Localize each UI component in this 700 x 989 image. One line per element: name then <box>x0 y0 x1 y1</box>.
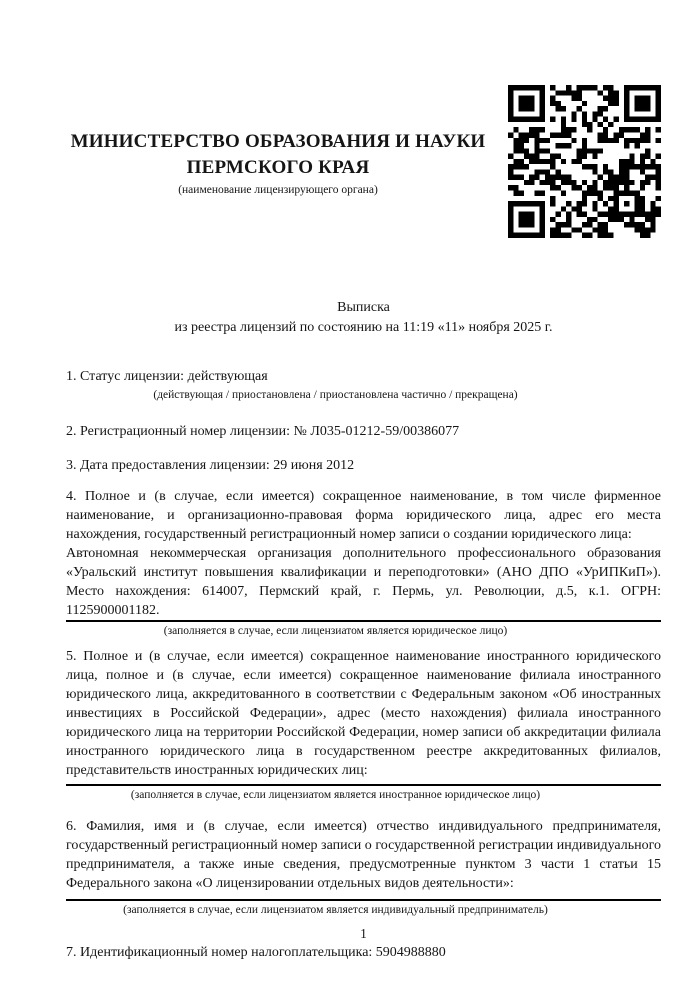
field-legal-entity <box>66 487 661 622</box>
field-license-status: 1. Статус лицензии: действующая <box>66 369 268 384</box>
document-title-line2: из реестра лицензий по состоянию на 11:19 «11» ноября 2025 г. <box>174 320 553 335</box>
field-foreign-entity-label: 5. Полное и (в случае, если имеется) сокращенное наименование иностранного юридического лица, полное и (в случае, если имеется) сокращенное наименование филиала иностранного юридического лица, аккредитованного в соответствии с Федеральным законом «Об иностранных инвестициях в Российской Федерации», адрес (место нахождения) филиала иностранного юридического лица на территории Российской Федерации, номер записи об аккредитации филиала иностранного юридического лица в государственном реестре аккредитованных филиалов, представительств иностранных юридических лиц: <box>66 649 661 778</box>
document-title <box>66 298 661 338</box>
field-foreign-entity-caption: (заполняется в случае, если лицензиатом является иностранное юридическое лицо) <box>130 789 541 801</box>
field-legal-entity-value: Автономная некоммерческая организация дополнительного профессионального образования «Уральский институт повышения квалификации и переподготовки» (АНО ДПО «УрИПКиП»). Место нахождения: 614007, Пермский край, г. Пермь, ул. Революции, д.5, к.1. ОГРН: 1125900001182. <box>66 546 661 618</box>
ministry-name <box>66 129 490 181</box>
field-registration-number: 2. Регистрационный номер лицензии: № Л035-01212-59/00386077 <box>66 424 460 439</box>
field-entrepreneur <box>66 817 661 901</box>
qr-code-wrap <box>508 85 661 238</box>
qr-code <box>508 85 661 238</box>
field-entrepreneur-label: 6. Фамилия, имя и (в случае, если имеется) отчество индивидуального предпринимателя, государственный регистрационный номер записи о государственной регистрации индивидуального предпринимателя, а также иные сведения, предусмотренные пунктом 3 части 1 статьи 15 Федерального закона «О лицензировании отдельных видов деятельности»: <box>66 819 661 891</box>
field-grant-date: 3. Дата предоставления лицензии: 29 июня 2012 <box>66 458 355 473</box>
ministry-name-line2: ПЕРМСКОГО КРАЯ <box>186 157 370 178</box>
field-legal-entity-caption: (заполняется в случае, если лицензиатом является юридическое лицо) <box>163 625 508 637</box>
field-inn: 7. Идентификационный номер налогоплательщика: 5904988880 <box>66 945 446 960</box>
page-number: 1 <box>360 926 367 941</box>
field-entrepreneur-caption: (заполняется в случае, если лицензиатом является индивидуальный предприниматель) <box>123 904 548 916</box>
ministry-name-line1: МИНИСТЕРСТВО ОБРАЗОВАНИЯ И НАУКИ <box>70 131 486 152</box>
document-header <box>66 85 661 238</box>
ministry-caption: (наименование лицензирующего органа) <box>178 184 378 196</box>
licensing-authority-block <box>66 85 490 197</box>
document-title-line1: Выписка <box>337 300 390 315</box>
field-legal-entity-label: 4. Полное и (в случае, если имеется) сокращенное наименование, в том числе фирменное наименование, и организационно-правовая форма юридического лица, адрес его места нахождения, государственный регистрационный номер записи о создании юридического лица: <box>66 489 661 542</box>
field-foreign-entity <box>66 647 661 786</box>
field-license-status-caption: (действующая / приостановлена / приостановлена частично / прекращена) <box>153 389 518 401</box>
